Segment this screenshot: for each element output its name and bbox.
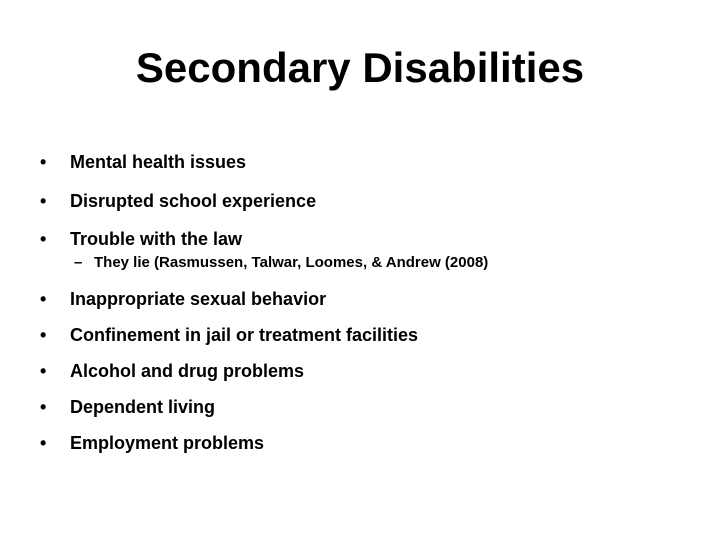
bullet-item-mental-health: [40, 151, 246, 173]
bullet-marker: •: [40, 325, 47, 345]
bullet-item-alcohol-drug: [40, 360, 304, 382]
bullet-item-dependent-living: [40, 396, 215, 418]
bullet-marker: •: [40, 152, 47, 172]
bullet-text: Employment problems: [70, 433, 265, 453]
bullet-item-trouble-with-law: [40, 228, 242, 250]
sub-bullet-item-they-lie: [74, 254, 488, 272]
bullet-item-confinement: [40, 324, 418, 346]
bullet-text: Dependent living: [70, 397, 216, 417]
bullet-text: Alcohol and drug problems: [70, 361, 305, 381]
sub-bullet-marker: –: [74, 254, 83, 271]
bullet-marker: •: [40, 397, 47, 417]
bullet-text: Confinement in jail or treatment facilities: [70, 325, 419, 345]
slide-title: Secondary Disabilities: [135, 44, 585, 91]
sub-bullet-text: They lie (Rasmussen, Talwar, Loomes, & Andrew (2008): [94, 254, 489, 271]
bullet-item-school-experience: [40, 190, 316, 212]
bullet-text: Disrupted school experience: [70, 191, 317, 211]
bullet-marker: •: [40, 229, 47, 249]
bullet-marker: •: [40, 191, 47, 211]
bullet-marker: •: [40, 289, 47, 309]
bullet-text: Inappropriate sexual behavior: [70, 289, 327, 309]
bullet-item-sexual-behavior: [40, 288, 326, 310]
bullet-text: Mental health issues: [70, 152, 247, 172]
bullet-item-employment: [40, 432, 264, 454]
bullet-marker: •: [40, 361, 47, 381]
bullet-text: Trouble with the law: [70, 229, 243, 249]
bullet-marker: •: [40, 433, 47, 453]
